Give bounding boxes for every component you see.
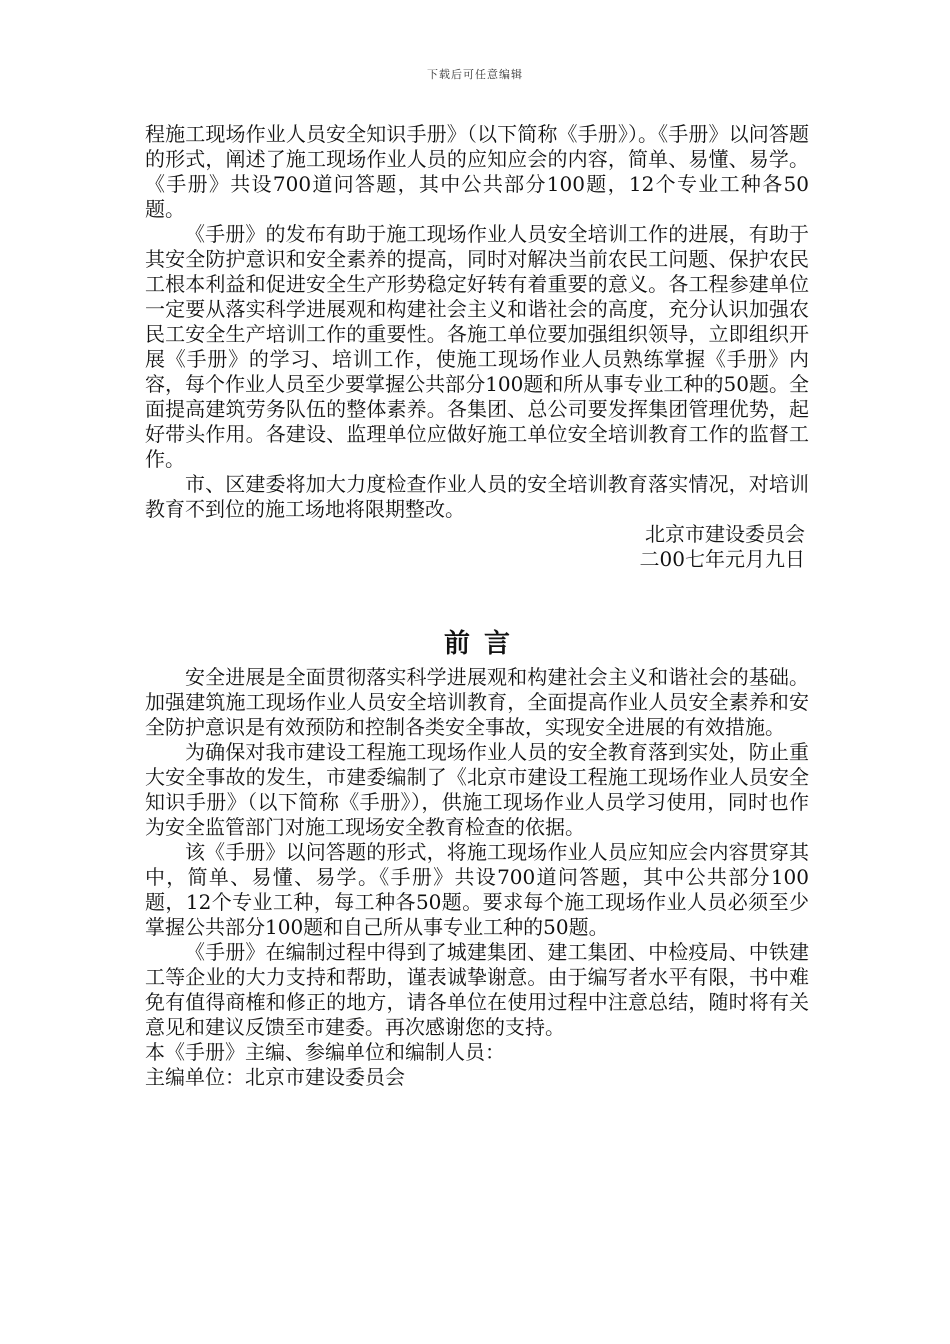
body-paragraph-2: 《手册》的发布有助于施工现场作业人员安全培训工作的进展，有助于其安全防护意识和安全素养的提高，同时对解决当前农民工问题、保护农民工根本利益和促进安全生产形势稳定好转有着重要的意义。各工程参建单位一定要从落实科学进展观和构建社会主义和谐社会的高度，充分认识加强农民工安全生产培训工作的重要性。各施工单位要加强组织领导，立即组织开展《手册》的学习、培训工作，使施工现场作业人员熟练掌握《手册》内容，每个作业人员至少要掌握公共部分100题和所从事专业工种的50题。全面提高建筑劳务队伍的整体素养。各集团、总公司要发挥集团管理优势，起好带头作用。各建设、监理单位应做好施工单位安全培训教育工作的监督工作。 — [145, 222, 809, 471]
signature-org: 北京市建设委员会 — [645, 522, 805, 546]
chief-unit-line: 主编单位：北京市建设委员会 — [145, 1065, 405, 1089]
signature-date: 二00七年元月九日 — [639, 547, 805, 571]
preface-title: 前言 — [443, 629, 524, 659]
preface-paragraph-3: 该《手册》以问答题的形式，将施工现场作业人员应知应会内容贯穿其中，简单、易懂、易学。《手册》共设700道问答题，其中公共部分100题，12个专业工种，每工种各50题。要求每个施工现场作业人员必须至少掌握公共部分100题和自己所从事专业工种的50题。 — [145, 840, 809, 939]
body-paragraph-1: 程施工现场作业人员安全知识手册》（以下简称《手册》）。《手册》以问答题的形式，阐述了施工现场作业人员的应知应会的内容，简单、易懂、易学。《手册》共设700道问答题，其中公共部分100题，12个专业工种各50题。 — [145, 122, 809, 221]
preface-paragraph-2: 为确保对我市建设工程施工现场作业人员的安全教育落到实处，防止重大安全事故的发生，市建委编制了《北京市建设工程施工现场作业人员安全知识手册》（以下简称《手册》），供施工现场作业人员学习使用，同时也作为安全监管部门对施工现场安全教育检查的依据。 — [145, 740, 809, 839]
body-paragraph-3: 市、区建委将加大力度检查作业人员的安全培训教育落实情况，对培训教育不到位的施工场地将限期整改。 — [145, 472, 809, 521]
document-body — [145, 122, 809, 1090]
preface-paragraph-1: 安全进展是全面贯彻落实科学进展观和构建社会主义和谐社会的基础。加强建筑施工现场作业人员安全培训教育，全面提高作业人员安全素养和安全防护意识是有效预防和控制各类安全事故，实现安全进展的有效措施。 — [145, 665, 809, 739]
page-header-note: 下载后可任意编辑 — [427, 68, 523, 81]
editors-line: 本《手册》主编、参编单位和编制人员： — [145, 1040, 505, 1064]
preface-paragraph-4: 《手册》在编制过程中得到了城建集团、建工集团、中检疫局、中铁建工等企业的大力支持和帮助，谨表诚挚谢意。由于编写者水平有限，书中难免有值得商榷和修正的地方，请各单位在使用过程中注意总结，随时将有关意见和建议反馈至市建委。再次感谢您的支持。 — [145, 940, 809, 1039]
